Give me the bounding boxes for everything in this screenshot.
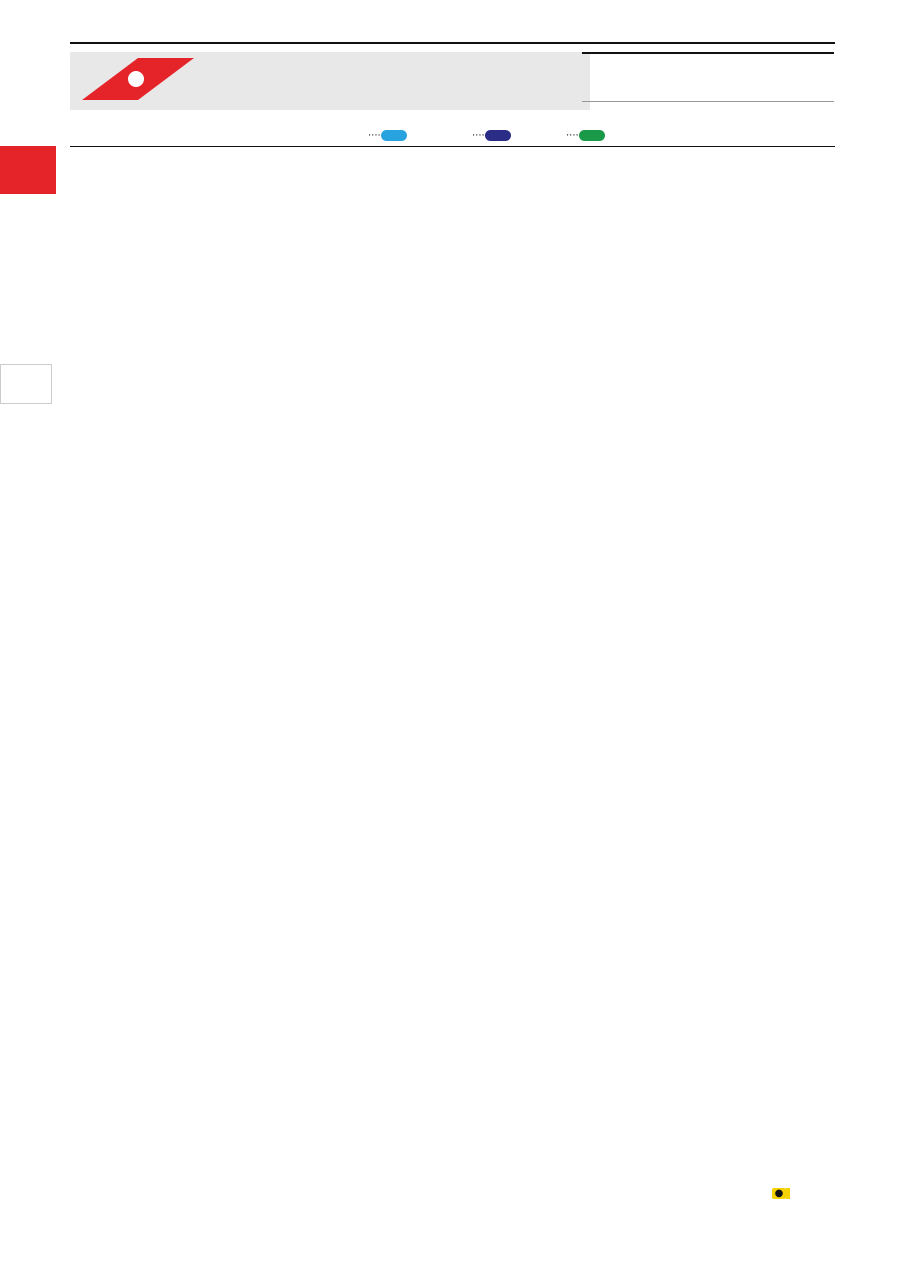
legend-medium: ···· [566,130,605,142]
code-box [582,52,834,102]
sidebar-tab-a[interactable] [0,146,56,194]
section-rule [70,146,835,147]
legend-finishing: ···· [368,130,407,142]
cutting-state-legend [445,318,475,333]
header-rule [70,42,835,44]
insert-shape-icon [78,56,198,102]
legend-light: ···· [472,130,511,142]
sidebar-posi [0,364,52,404]
new-legend: ● [772,1188,790,1199]
